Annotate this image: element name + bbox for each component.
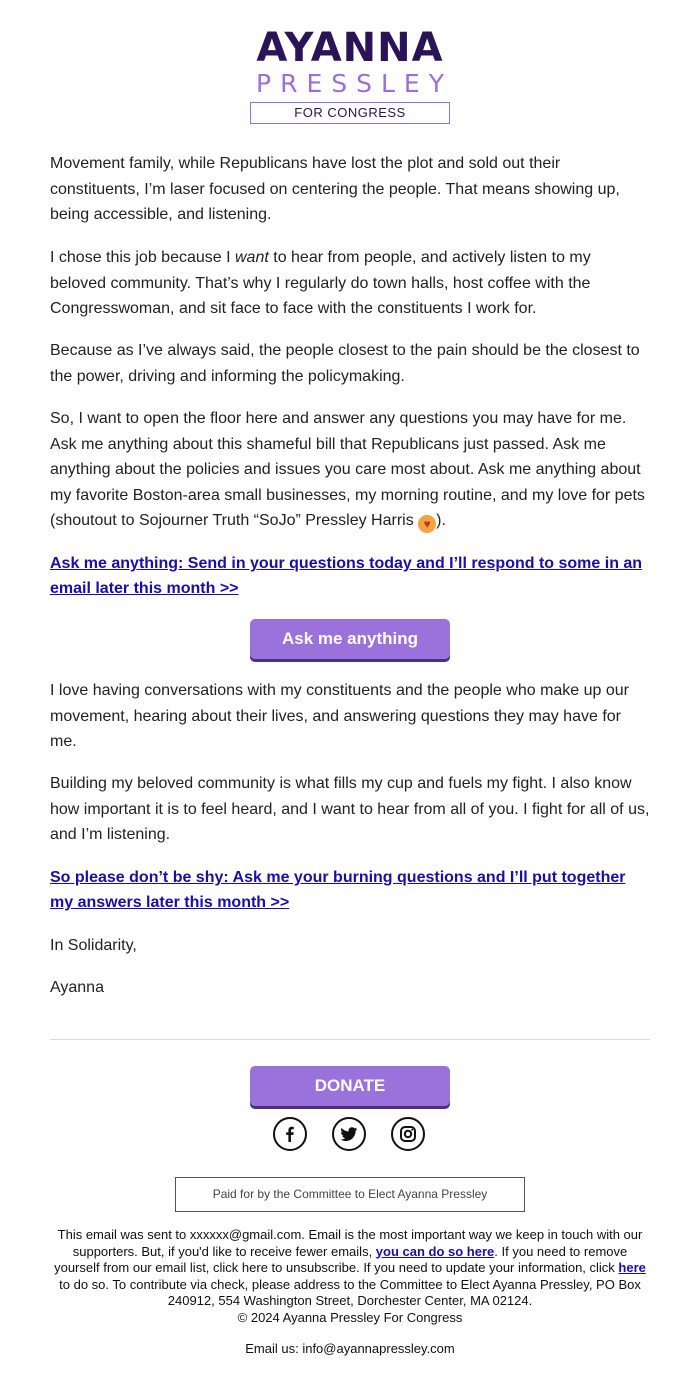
ask-questions-link[interactable]: Ask me anything: Send in your questions today and I’ll respond to some in an email later this month >> <box>50 555 643 597</box>
paragraph-conversations: I love having conversations with my constituents and the people who make up our movement, hearing about their lives, and answering questions they may have for me. <box>50 682 629 750</box>
paragraph-why-emphasis: want <box>235 249 269 266</box>
paragraph-power: Because as I’ve always said, the people closest to the pain should be the closest to the power, driving and informing the policymaking. <box>50 342 640 385</box>
footer-legal-text-3: to do so. To contribute via check, please address to the Committee to Elect Ayanna Pressley, PO Box 240912, 554 Washington Street, Dorchester Center, MA 02124. <box>59 1276 641 1308</box>
paragraph-why <box>50 245 650 322</box>
footer-legal-text-2: . If you need to remove yourself from our email list, click here to unsubscribe. If you need to update your information, click <box>54 1243 628 1275</box>
signature: Ayanna <box>50 979 104 996</box>
paragraph-why-start: I chose this job because I <box>50 249 235 266</box>
logo-surname: PRESSLEY <box>256 69 453 98</box>
instagram-icon[interactable] <box>391 1117 425 1151</box>
logo-tagline: FOR CONGRESS <box>250 102 450 124</box>
paragraph-intro: Movement family, while Republicans have lost the plot and sold out their constituents, I’m laser focused on centering the people. That means showing up, being accessible, and listening. <box>50 155 620 223</box>
facebook-icon[interactable] <box>273 1117 307 1151</box>
footer-legal-text-1: This email was sent to xxxxxx@gmail.com. Email is the most important way we keep in touch with our supporters. But, if you'd like to receive fewer emails, <box>57 1227 643 1259</box>
footer-legal <box>50 1227 650 1326</box>
ask-me-anything-button[interactable]: Ask me anything <box>250 619 450 659</box>
fewer-emails-link[interactable]: you can do so here <box>375 1243 495 1259</box>
logo-name: AYANNA <box>256 25 444 71</box>
paragraph-ask-end: ). <box>436 512 446 529</box>
signoff: In Solidarity, <box>50 937 137 954</box>
campaign-logo <box>248 26 452 124</box>
twitter-icon[interactable] <box>332 1117 366 1151</box>
cat-heart-eyes-icon: ♥ <box>418 515 436 533</box>
donate-button[interactable]: DONATE <box>250 1066 450 1106</box>
paragraph-why-end: to hear from people, and actively listen to my beloved community. That’s why I regularly do town halls, host coffee with the Congresswoman, and sit face to face with the constituents I work for. <box>50 249 591 317</box>
paragraph-community: Building my beloved community is what fills my cup and fuels my fight. I also know how important it is to feel heard, and I want to hear from all of you. I fight for all of us, and I’m listening. <box>50 775 650 843</box>
paragraph-ask-text: So, I want to open the floor here and answer any questions you may have for me. Ask me anything about this shameful bill that Republicans just passed. Ask me anything about the policies and issues you care most about. Ask me anything about my favorite Boston-area small businesses, my morning routine, and my love for pets (shoutout to Sojourner Truth “SoJo” Pressley Harris <box>50 410 645 529</box>
paragraph-ask <box>50 406 650 534</box>
burning-questions-link[interactable]: So please don’t be shy: Ask me your burning questions and I’ll put together my answers later this month >> <box>50 869 626 911</box>
divider <box>50 1039 650 1040</box>
copyright: © 2024 Ayanna Pressley For Congress <box>237 1309 463 1325</box>
email-us: Email us: info@ayannapressley.com <box>245 1341 455 1356</box>
paid-for-disclaimer: Paid for by the Committee to Elect Ayanna Pressley <box>175 1177 525 1212</box>
update-info-link[interactable]: here <box>618 1260 646 1275</box>
